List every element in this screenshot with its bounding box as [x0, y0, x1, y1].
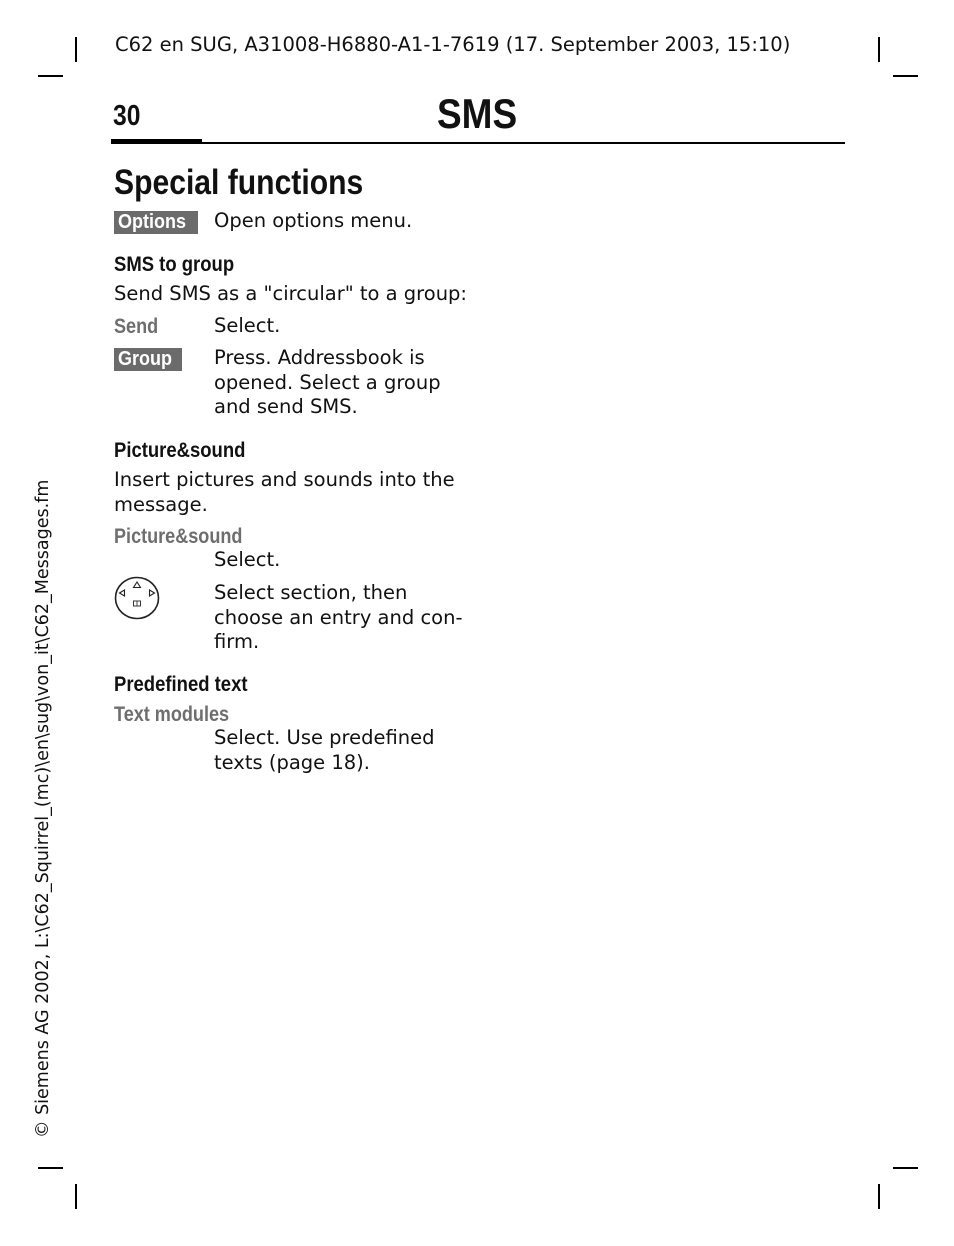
picture-sound-select: Select.	[214, 548, 281, 571]
navigation-description	[214, 581, 463, 655]
section-title: Special functions	[114, 163, 364, 202]
options-softkey: Options	[114, 211, 198, 234]
group-softkey: Group	[114, 348, 182, 371]
text-line: Press. Addressbook is	[214, 346, 425, 369]
crop-mark	[38, 1167, 63, 1169]
text-line: choose an entry and con-	[214, 605, 463, 629]
picture-sound-intro	[114, 468, 455, 517]
text-line: texts (page 18).	[214, 750, 370, 774]
text-line: message.	[114, 492, 208, 516]
crop-mark	[75, 1184, 77, 1209]
predefined-text-heading: Predefined text	[114, 673, 248, 696]
crop-mark	[893, 75, 918, 77]
text-line: Select. Use predefined	[214, 726, 435, 749]
text-line: opened. Select a group	[214, 370, 441, 394]
picture-sound-menu-item: Picture&sound	[114, 525, 243, 548]
sms-to-group-intro: Send SMS as a "circular" to a group:	[114, 282, 467, 305]
text-modules-description	[214, 726, 435, 775]
crop-mark	[38, 75, 63, 77]
text-line: and send SMS.	[214, 395, 358, 418]
crop-mark	[893, 1167, 918, 1169]
options-description: Open options menu.	[214, 209, 413, 232]
crop-mark	[878, 1184, 880, 1209]
crop-mark	[75, 37, 77, 62]
text-modules-menu-item: Text modules	[114, 703, 230, 726]
navigation-key-icon	[114, 576, 160, 620]
copyright-sidebar: © Siemens AG 2002, L:\C62_Squirrel_(mc)\en\sug\von_it\C62_Messages.fm	[33, 479, 53, 1138]
page-number: 30	[113, 100, 141, 132]
document-info-header: C62 en SUG, A31008-H6880-A1-1-7619 (17. September 2003, 15:10)	[115, 33, 791, 56]
text-line: Insert pictures and sounds into the	[114, 468, 455, 491]
text-line: firm.	[214, 630, 260, 653]
send-description: Select.	[214, 314, 281, 337]
text-line: Select section, then	[214, 581, 408, 604]
picture-sound-heading: Picture&sound	[114, 439, 246, 462]
send-menu-item: Send	[114, 315, 159, 338]
chapter-title: SMS	[437, 90, 518, 137]
group-description	[214, 346, 441, 420]
crop-mark	[878, 37, 880, 62]
sms-to-group-heading: SMS to group	[114, 253, 235, 276]
header-rule	[111, 142, 845, 144]
